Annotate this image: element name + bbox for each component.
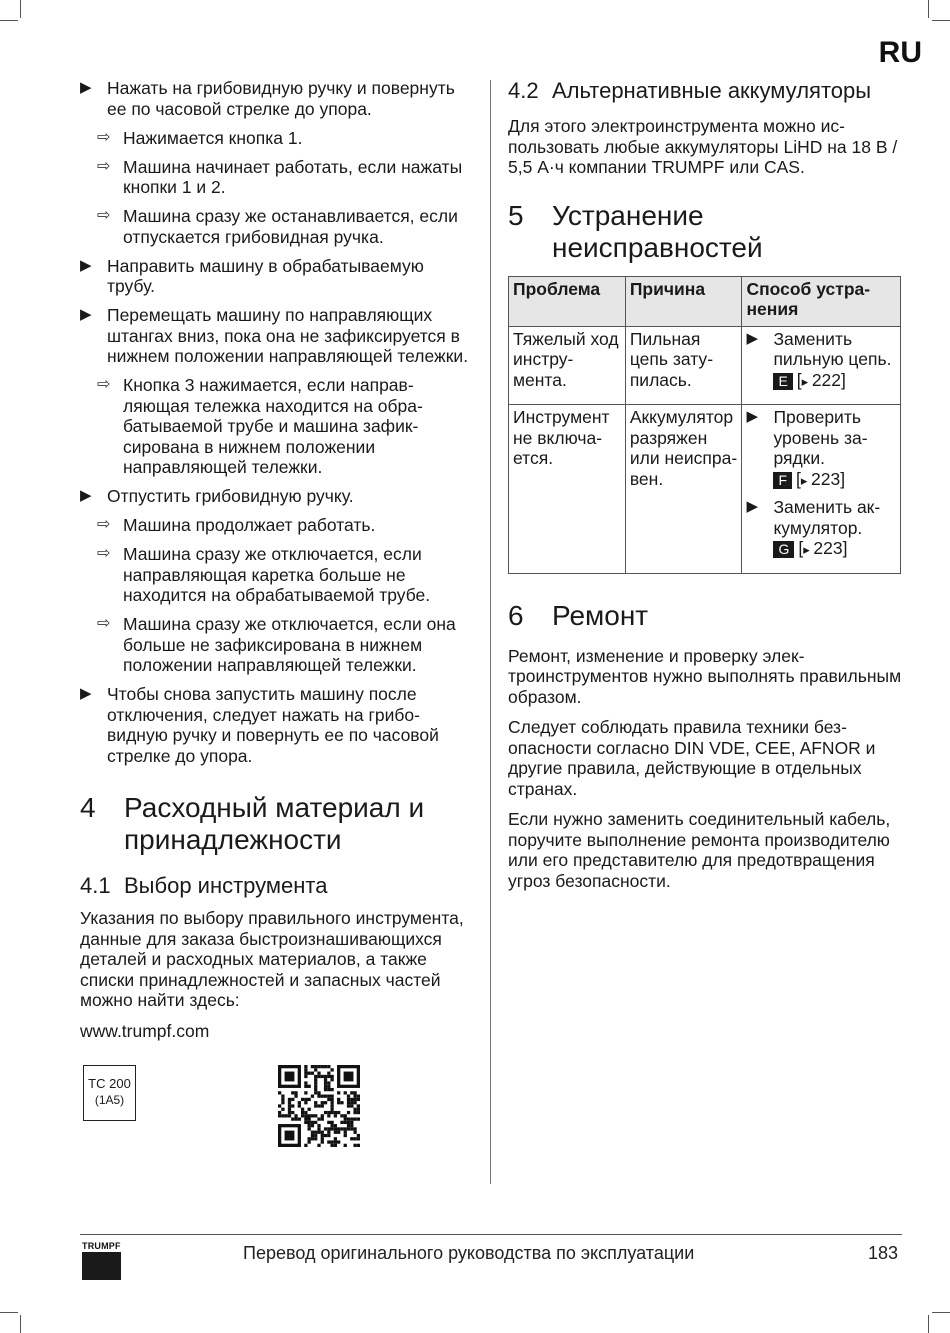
- table-header: Способ устранения: [742, 276, 901, 326]
- crop-mark: [932, 20, 950, 21]
- section-number: 4.1: [80, 873, 111, 898]
- website-link[interactable]: www.trumpf.com: [80, 1020, 210, 1041]
- instruction-list: [80, 78, 472, 766]
- section-6-paragraph: Следует соблюдать правила техники безопасности согласно DIN VDE, CEE, AFNOR и другие правила, действующие в отдельных странах.: [508, 717, 876, 799]
- instruction-step: [80, 305, 472, 367]
- instruction-step: [80, 256, 472, 297]
- reference-row: [80, 1051, 472, 1147]
- problem-cell: Тяжелый ход инструмента.: [509, 326, 626, 405]
- instruction-text: Отпустить грибовидную ручку.: [107, 486, 354, 506]
- section-4-1-text: Указания по выбору правильного инструмента, данные для заказа быстроизнашивающихся деталей и расходных материалов, а также списки принадлежностей и запасных частей можно найти здесь:: [80, 908, 464, 1010]
- section-title: Ремонт: [552, 599, 649, 631]
- device-model-box: [83, 1065, 136, 1121]
- section-6-paragraph: Ремонт, изменение и проверку электроинструментов нужно выполнять правильным образом.: [508, 645, 902, 707]
- page-reference: 223: [813, 538, 843, 558]
- table-header-row: [509, 276, 901, 326]
- hollow-arrow-right-icon: ⇨: [97, 545, 111, 562]
- section-title: Расходный материал и принадлежности: [124, 792, 425, 855]
- cause-cell: Пильная цепь затупилась.: [625, 326, 742, 405]
- page-number: 183: [867, 1243, 898, 1263]
- instruction-text: Машина сразу же отключается, если направляющая каретка больше не находится на обрабатываемой трубе.: [123, 544, 431, 605]
- qr-code-icon: [278, 1065, 360, 1147]
- section-4-2-heading: [508, 78, 904, 103]
- right-column: [508, 78, 904, 901]
- section-4-1-heading: [80, 873, 472, 898]
- page-pointer-icon: ▸: [803, 542, 814, 557]
- section-title: Альтернативные аккумуляторы: [552, 78, 872, 103]
- section-4-heading: [80, 792, 472, 856]
- instruction-step: [80, 684, 472, 766]
- page-pointer-icon: ▸: [801, 373, 812, 389]
- remedy-cell: [742, 326, 901, 405]
- device-code: (1A5): [94, 1093, 125, 1107]
- triangle-right-icon: ▶: [80, 685, 92, 702]
- section-number: 6: [508, 599, 524, 631]
- section-title: Выбор инструмента: [124, 873, 328, 898]
- footer-rule: [80, 1234, 902, 1235]
- section-6-body: [508, 646, 904, 892]
- remedy-step: [746, 497, 896, 561]
- crop-mark: [928, 0, 929, 18]
- page-reference: 223: [811, 468, 841, 489]
- crop-mark: [932, 1312, 950, 1313]
- hollow-arrow-right-icon: ⇨: [97, 516, 111, 533]
- figure-reference[interactable]: [773, 469, 845, 492]
- bracket: ]: [841, 369, 846, 390]
- bracket: ]: [842, 538, 848, 558]
- figure-label: G: [773, 541, 794, 558]
- hollow-arrow-right-icon: ⇨: [97, 157, 111, 175]
- instruction-text: Машина сразу же останавливается, если отпускается грибовидная ручка.: [123, 206, 458, 247]
- instruction-text: Направить машину в обрабатываемую трубу.: [107, 255, 424, 296]
- instruction-step: [80, 78, 472, 119]
- remedy-text: Заменить пильную цепь.: [773, 328, 892, 369]
- figure-reference[interactable]: [773, 370, 845, 393]
- bracket: [: [796, 369, 802, 390]
- section-4-2-text: Для этого электроинструмента можно использовать любые аккумуляторы LiHD на 18 В / 5,5 А·ч компании TRUMPF или CAS.: [508, 116, 898, 177]
- instruction-text: Нажимается кнопка 1.: [123, 127, 303, 148]
- instruction-result: [80, 157, 472, 198]
- instruction-result: [80, 206, 472, 247]
- table-header: Проблема: [509, 276, 626, 326]
- instruction-result: [80, 375, 472, 478]
- instruction-text: Перемещать машину по направляющих штангах вниз, пока она не зафиксируется в нижнем положении направляющей тележки.: [107, 305, 469, 366]
- bracket: [: [796, 468, 801, 489]
- instruction-step: [80, 486, 472, 507]
- instruction-text: Кнопка 3 нажимается, если направляющая тележка находится на обрабатываемой трубе и машина зафиксирована в нижнем положении направляющей тележки.: [123, 375, 423, 477]
- hollow-arrow-right-icon: ⇨: [97, 207, 111, 224]
- triangle-right-icon: ▶: [80, 487, 92, 504]
- crop-mark: [20, 0, 21, 18]
- hollow-arrow-right-icon: ⇨: [97, 376, 111, 393]
- table-row: [509, 405, 901, 574]
- remedy-text: Проверить уровень зарядки.: [773, 407, 868, 468]
- instruction-result: [80, 544, 472, 606]
- triangle-right-icon: ▶: [746, 408, 758, 425]
- column-divider: [490, 80, 491, 1184]
- crop-mark: [0, 1312, 18, 1313]
- trumpf-logo-text: TRUMPF: [82, 1241, 121, 1251]
- device-model: TC 200: [88, 1076, 131, 1091]
- triangle-right-icon: ▶: [80, 79, 92, 96]
- section-number: 4.2: [508, 78, 539, 103]
- section-5-heading: [508, 200, 904, 264]
- section-number: 4: [80, 792, 96, 823]
- instruction-result: [80, 614, 472, 676]
- instruction-result: [80, 515, 472, 536]
- section-6-heading: [508, 600, 904, 632]
- crop-mark: [928, 1315, 929, 1333]
- triangle-right-icon: ▶: [746, 498, 758, 515]
- remedy-step: [746, 407, 896, 491]
- instruction-result: [80, 128, 472, 149]
- instruction-text: Машина сразу же отключается, если она больше не зафиксирована в нижнем положении направляющей тележки.: [123, 614, 456, 675]
- instruction-text: Машина продолжает работать.: [123, 515, 376, 535]
- language-code: RU: [878, 36, 922, 69]
- section-6-paragraph: Если нужно заменить соединительный кабель, поручите выполнение ремонта производителю или его представителю для предотвращения угроз безопасности.: [508, 809, 891, 891]
- table-header: Причина: [625, 276, 742, 326]
- section-title: Устранение неисправностей: [552, 199, 763, 263]
- trumpf-logo-block: [82, 1252, 121, 1280]
- triangle-right-icon: ▶: [746, 329, 758, 347]
- footer-title: Перевод оригинального руководства по эксплуатации: [243, 1243, 695, 1263]
- left-column: [80, 78, 472, 1147]
- troubleshooting-table: [508, 276, 901, 574]
- bracket: [: [798, 538, 804, 558]
- instruction-text: Машина начинает работать, если нажаты кнопки 1 и 2.: [123, 156, 463, 197]
- remedy-cell: [742, 405, 901, 574]
- crop-mark: [0, 20, 18, 21]
- remedy-text: Заменить аккумулятор.: [773, 497, 881, 538]
- triangle-right-icon: ▶: [80, 256, 92, 274]
- figure-label: E: [773, 373, 792, 390]
- figure-label: F: [773, 472, 792, 489]
- remedy-step: [746, 329, 896, 393]
- instruction-text: Нажать на грибовидную ручку и повернуть ее по часовой стрелке до упора.: [107, 78, 455, 119]
- problem-cell: Инструмент не включается.: [509, 405, 626, 574]
- hollow-arrow-right-icon: ⇨: [97, 615, 111, 632]
- bracket: ]: [840, 468, 846, 489]
- crop-mark: [20, 1315, 21, 1333]
- cause-cell: Аккумулятор разряжен или неисправен.: [625, 405, 742, 574]
- page-pointer-icon: ▸: [800, 472, 812, 488]
- table-row: [509, 326, 901, 405]
- instruction-text: Чтобы снова запустить машину после отключения, следует нажать на грибовидную ручку и повернуть ее по часовой стрелке до упора.: [107, 684, 439, 766]
- section-number: 5: [508, 199, 524, 231]
- figure-reference[interactable]: [773, 538, 847, 561]
- hollow-arrow-right-icon: ⇨: [97, 128, 111, 146]
- page-reference: 222: [811, 369, 842, 390]
- triangle-right-icon: ▶: [80, 306, 92, 323]
